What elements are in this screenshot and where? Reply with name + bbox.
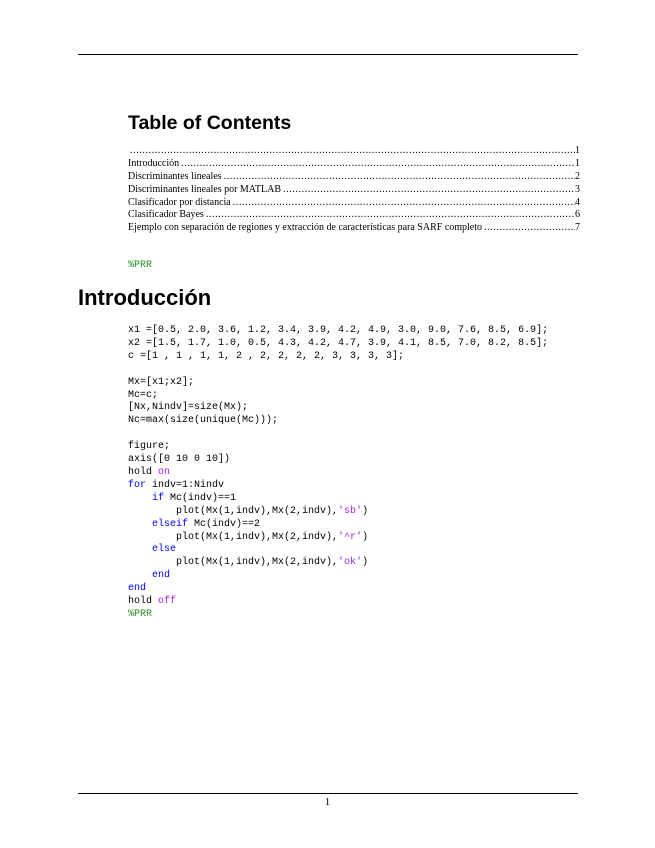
toc-entry[interactable] xyxy=(128,222,580,235)
code-line: x1 =[0.5, 2.0, 3.6, 1.2, 3.4, 3.9, 4.2, 4.9, 3.0, 9.0, 7.6, 8.5, 6.9]; xyxy=(128,325,549,336)
toc-entry-page: 4 xyxy=(575,196,580,208)
code-keyword: end xyxy=(128,570,171,582)
toc-entry-text: Discriminantes lineales por MATLAB xyxy=(128,183,282,195)
code-keyword: for xyxy=(128,479,147,491)
code-line: Mc=c; xyxy=(128,389,159,401)
table-of-contents xyxy=(128,145,580,235)
code-text: plot(Mx(1,indv),Mx(2,indv), xyxy=(128,505,339,517)
code-line: c =[1 , 1 , 1, 1, 2 , 2, 2, 2, 2, 3, 3, 3, 3]; xyxy=(128,350,405,362)
code-line xyxy=(128,596,176,607)
toc-leader xyxy=(128,145,575,158)
code-keyword: if xyxy=(128,492,165,504)
code-string: 'sb' xyxy=(338,505,363,517)
toc-entry-text: Ejemplo con separación de regiones y extracción de características para SARF completo xyxy=(128,222,483,234)
code-line xyxy=(128,467,170,478)
toc-entry-text: Discriminantes lineales xyxy=(128,170,222,182)
code-line xyxy=(128,493,236,504)
code-text: hold xyxy=(128,466,159,478)
code-text: Mc(indv)==1 xyxy=(164,492,237,504)
section-title: Introducción xyxy=(78,285,212,310)
toc-leader xyxy=(231,197,575,210)
code-text: hold xyxy=(128,596,159,608)
code-keyword: end xyxy=(128,583,147,595)
code-line: figure; xyxy=(128,441,171,453)
toc-leader xyxy=(482,222,575,235)
header-rule xyxy=(78,54,578,55)
code-line xyxy=(128,557,368,568)
toc-entry-page: 1 xyxy=(575,157,580,169)
code-text: ) xyxy=(362,505,369,517)
code-line xyxy=(128,480,224,491)
toc-entry[interactable] xyxy=(128,197,580,210)
toc-entry-page: 1 xyxy=(575,145,580,156)
code-text: plot(Mx(1,indv),Mx(2,indv), xyxy=(128,557,339,569)
code-string: '^r' xyxy=(338,531,363,543)
toc-leader xyxy=(281,184,575,197)
code-comment: %PRR xyxy=(128,608,153,620)
code-line: Mx=[x1;x2]; xyxy=(128,376,195,388)
code-keyword: else xyxy=(128,544,177,556)
code-line xyxy=(128,506,368,517)
toc-entry-text: Clasificador por distancia xyxy=(128,196,231,208)
code-string: 'ok' xyxy=(338,557,363,569)
toc-leader xyxy=(222,171,575,184)
code-text: ) xyxy=(362,531,369,543)
code-text: Mc(indv)==2 xyxy=(188,518,261,530)
code-string: off xyxy=(158,596,177,608)
toc-entry[interactable] xyxy=(128,145,580,158)
intro-comment: %PRR xyxy=(128,260,153,271)
toc-title: Table of Contents xyxy=(128,112,292,134)
code-line: axis([0 10 0 10]) xyxy=(128,454,231,466)
toc-entry-text: Introducción xyxy=(128,157,180,169)
code-line: Nc=max(size(unique(Mc))); xyxy=(128,415,279,427)
code-text: indv=1:Nindv xyxy=(146,479,225,491)
toc-entry-page: 7 xyxy=(575,222,580,234)
code-line: [Nx,Nindv]=size(Mx); xyxy=(128,402,249,414)
toc-entry-text: Clasificador Bayes xyxy=(128,209,204,221)
toc-entry[interactable] xyxy=(128,209,580,222)
toc-entry-page: 6 xyxy=(575,209,580,221)
code-text: plot(Mx(1,indv),Mx(2,indv), xyxy=(128,531,339,543)
code-line: x2 =[1.5, 1.7, 1.0, 0.5, 4.3, 4.2, 4.7, 3.9, 4.1, 8.5, 7.0, 8.2, 8.5]; xyxy=(128,337,549,349)
code-block xyxy=(128,325,548,622)
toc-leader xyxy=(204,209,575,222)
toc-leader xyxy=(179,158,575,171)
toc-entry-page: 3 xyxy=(575,183,580,195)
code-line xyxy=(128,519,260,530)
code-line xyxy=(128,532,368,543)
toc-entry[interactable] xyxy=(128,171,580,184)
code-string: on xyxy=(158,466,171,478)
code-text: ) xyxy=(362,557,369,569)
toc-entry[interactable] xyxy=(128,158,580,171)
code-keyword: elseif xyxy=(128,518,189,530)
toc-entry-page: 2 xyxy=(575,170,580,182)
toc-entry[interactable] xyxy=(128,184,580,197)
page-number: 1 xyxy=(324,796,331,808)
footer-rule xyxy=(78,793,578,794)
